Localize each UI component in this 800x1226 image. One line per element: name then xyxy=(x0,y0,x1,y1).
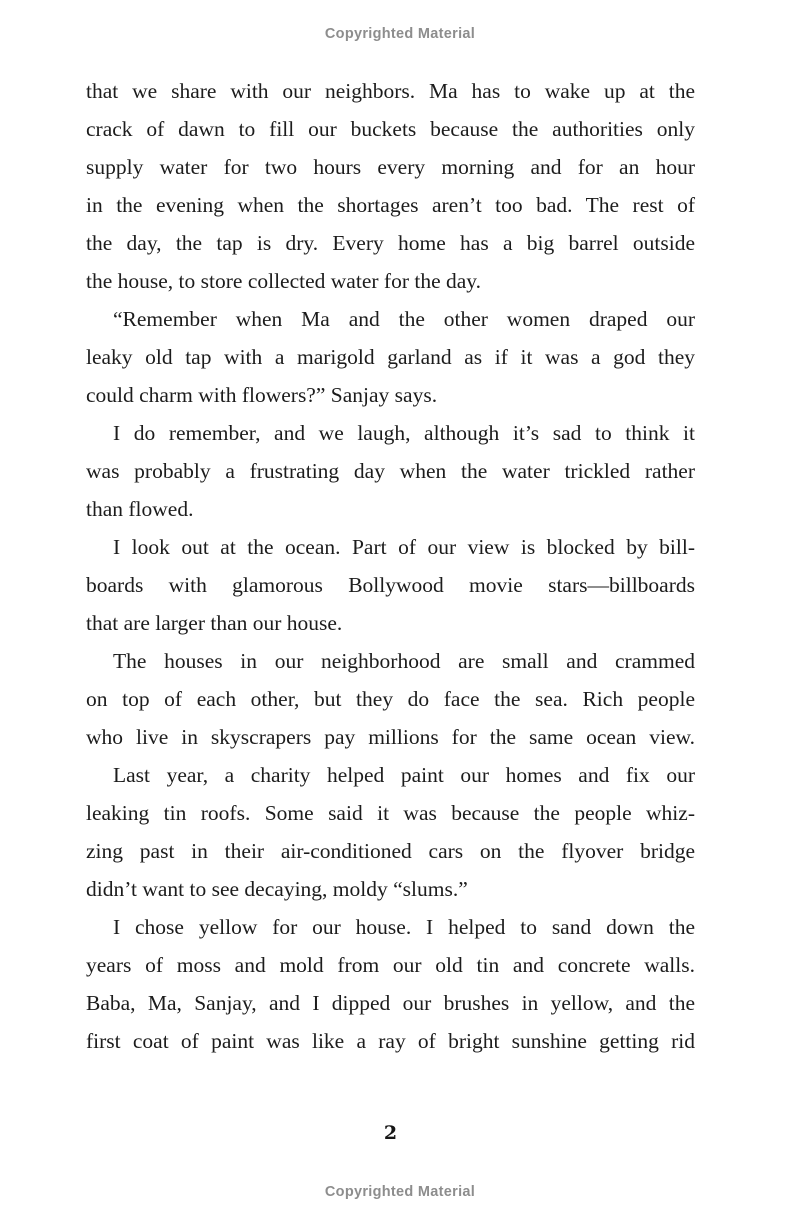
text-line: that are larger than our house. xyxy=(86,611,343,635)
copyright-notice-top: Copyrighted Material xyxy=(324,26,476,42)
text-line: zing past in their air-conditioned cars on the flyover bridge xyxy=(86,839,695,863)
text-line: “Remember when Ma and the other women draped our xyxy=(113,307,695,331)
text-line: leaking tin roofs. Some said it was because the people whiz- xyxy=(86,801,695,825)
text-line: who live in skyscrapers pay millions for the same ocean view. xyxy=(86,725,695,749)
text-line: didn’t want to see decaying, moldy “slums.” xyxy=(86,877,468,901)
text-line: crack of dawn to fill our buckets because the authorities only xyxy=(86,117,695,141)
text-line: I do remember, and we laugh, although it’s sad to think it xyxy=(113,421,695,445)
text-line: I look out at the ocean. Part of our view is blocked by bill- xyxy=(113,535,695,559)
text-line: leaky old tap with a marigold garland as if it was a god they xyxy=(86,345,695,369)
text-line: first coat of paint was like a ray of bright sunshine getting rid xyxy=(86,1029,695,1053)
text-line: that we share with our neighbors. Ma has to wake up at the xyxy=(86,79,695,103)
text-line: supply water for two hours every morning and for an hour xyxy=(86,155,695,179)
page-number: 2 xyxy=(383,1122,398,1144)
text-line: was probably a frustrating day when the water trickled rather xyxy=(86,459,695,483)
text-line: years of moss and mold from our old tin and concrete walls. xyxy=(86,953,695,977)
copyright-notice-bottom: Copyrighted Material xyxy=(324,1184,476,1200)
text-line: could charm with flowers?” Sanjay says. xyxy=(86,383,438,407)
text-line: The houses in our neighborhood are small and crammed xyxy=(113,649,695,673)
text-line: Last year, a charity helped paint our homes and fix our xyxy=(113,763,695,787)
text-line: Baba, Ma, Sanjay, and I dipped our brushes in yellow, and the xyxy=(86,991,695,1015)
text-line: than flowed. xyxy=(86,497,194,521)
text-line: on top of each other, but they do face the sea. Rich people xyxy=(86,687,695,711)
text-line: the house, to store collected water for the day. xyxy=(86,269,482,293)
text-line: boards with glamorous Bollywood movie stars—billboards xyxy=(86,573,695,597)
page-text xyxy=(86,72,695,1060)
text-line: I chose yellow for our house. I helped to sand down the xyxy=(113,915,695,939)
text-line: in the evening when the shortages aren’t too bad. The rest of xyxy=(86,193,695,217)
text-line: the day, the tap is dry. Every home has a big barrel outside xyxy=(86,231,695,255)
